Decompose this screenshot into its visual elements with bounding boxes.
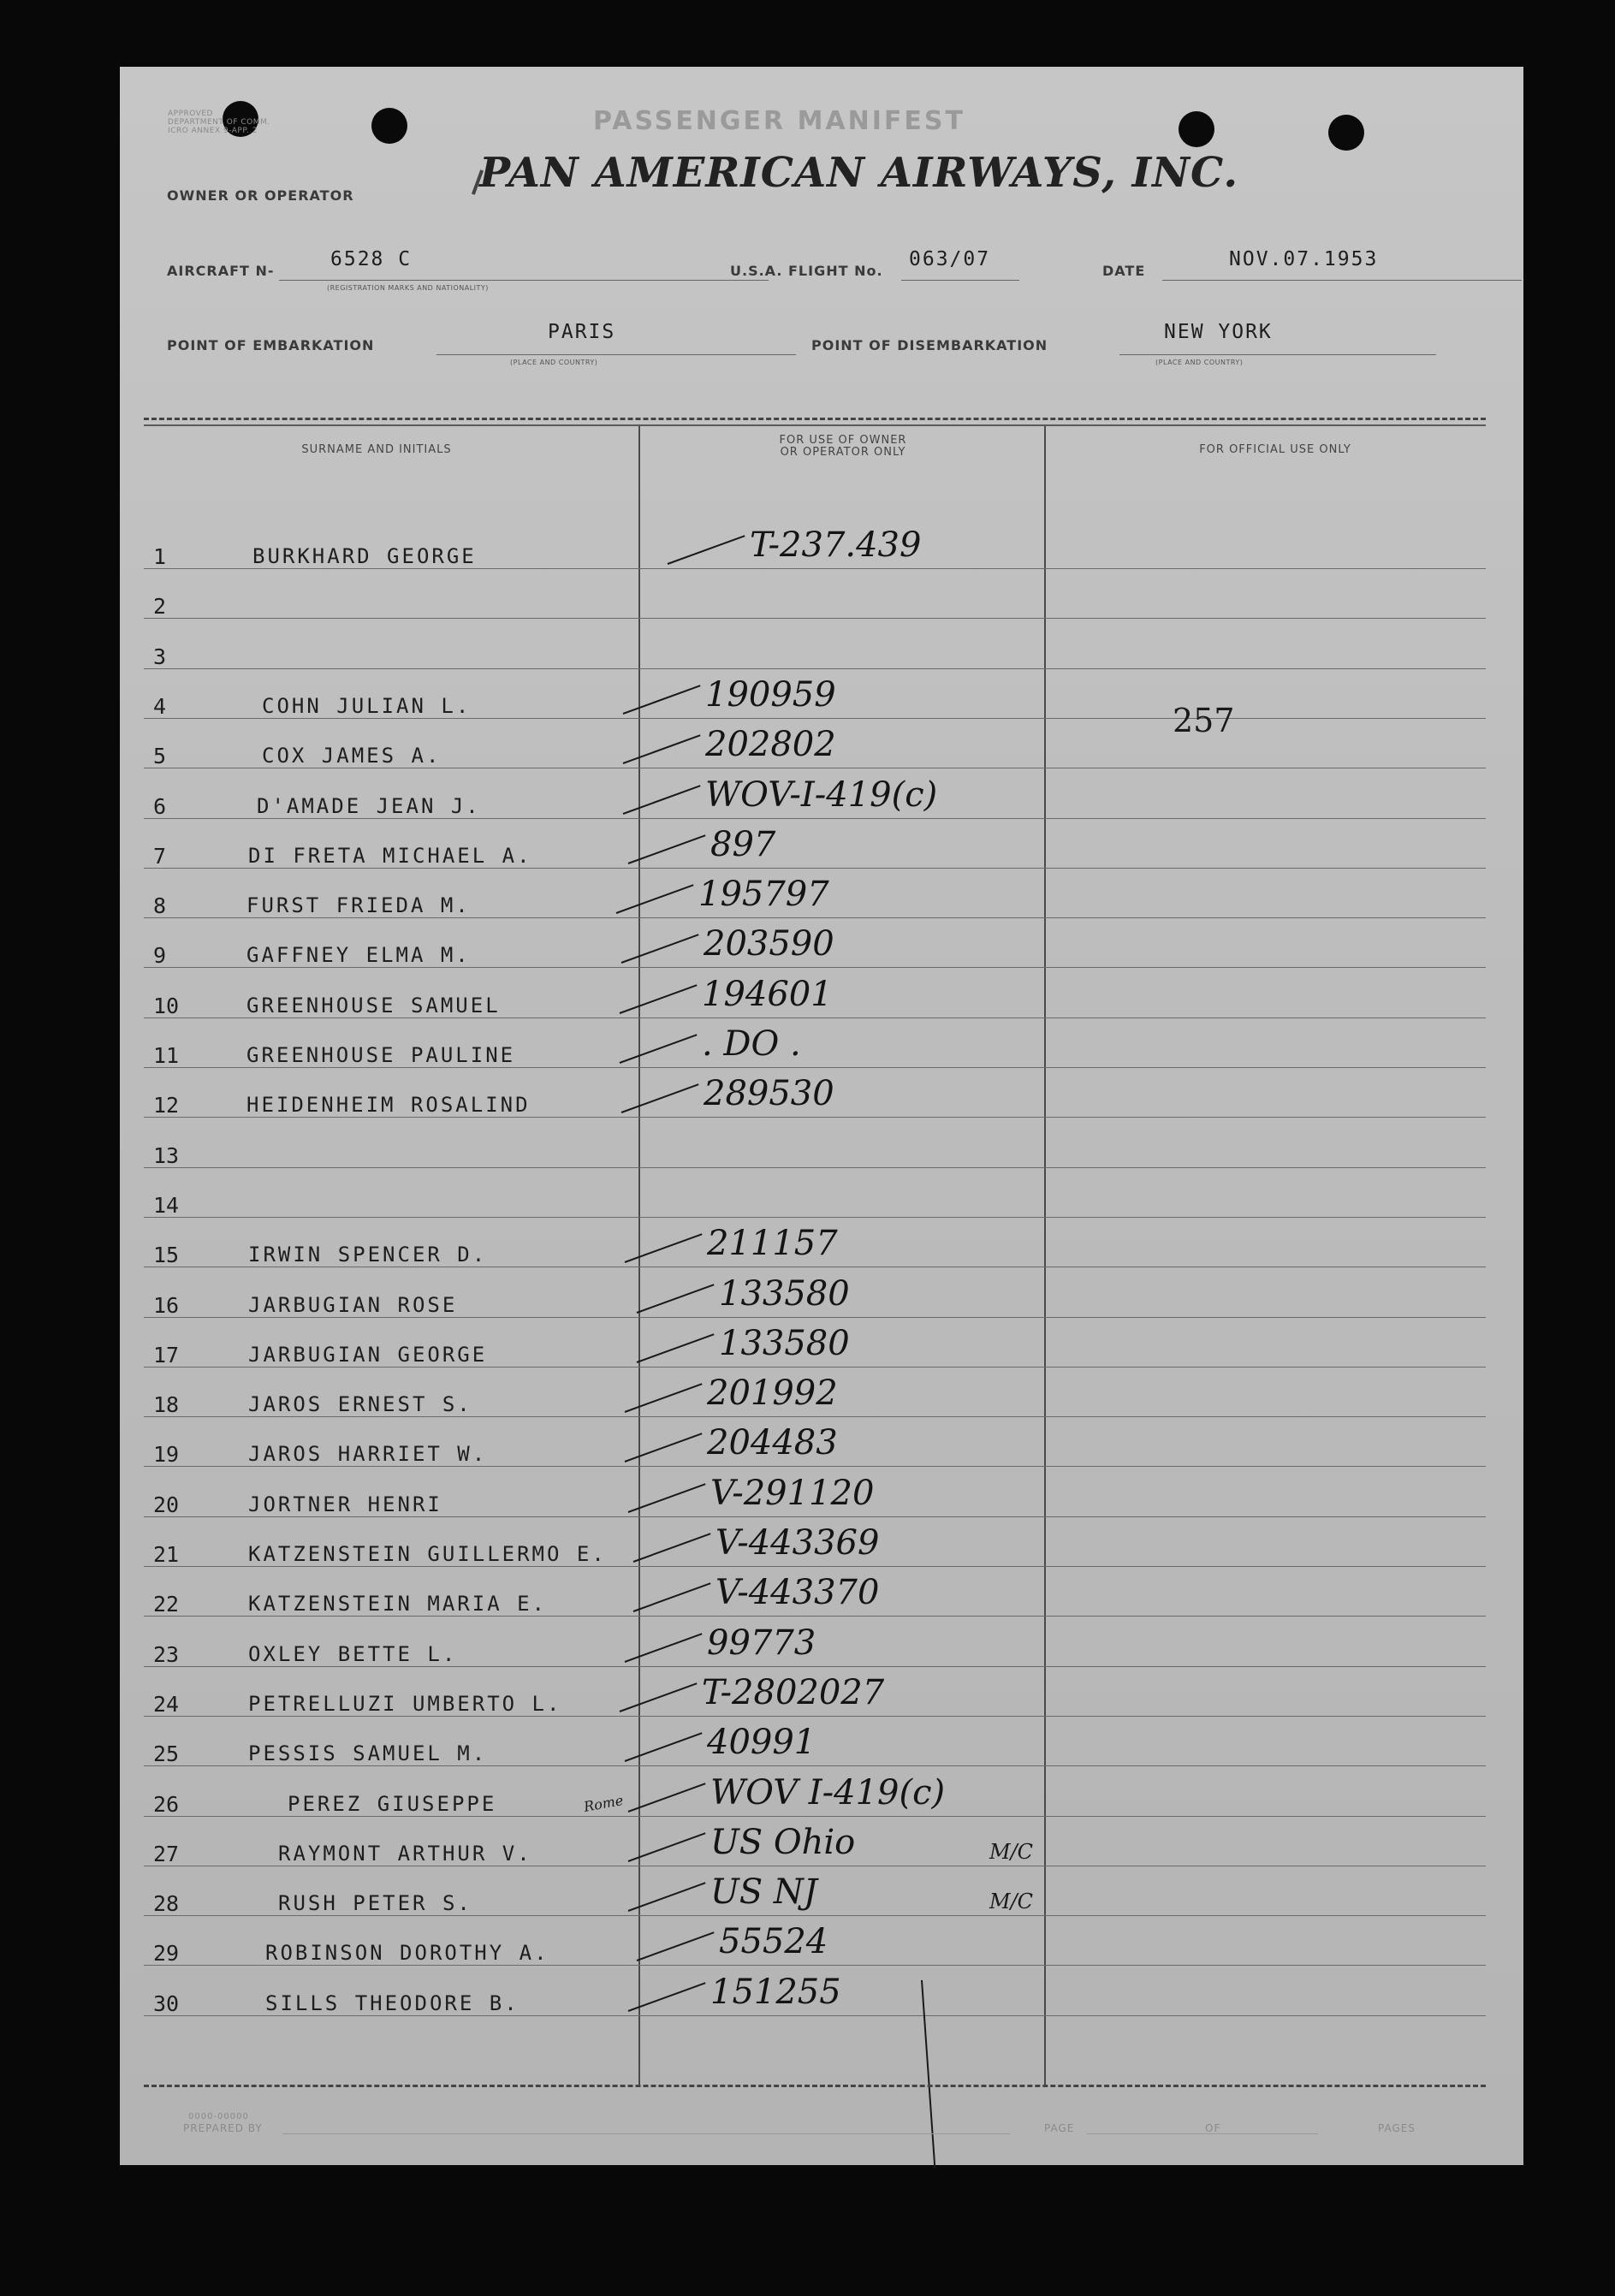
row-rule — [144, 917, 1486, 918]
aircraft-label: AIRCRAFT N- — [167, 263, 275, 279]
row-number: 30 — [153, 1990, 180, 2016]
row-number: 22 — [153, 1592, 180, 1617]
row-rule — [144, 1616, 1486, 1617]
row-number: 7 — [153, 843, 167, 869]
passenger-name: GREENHOUSE SAMUEL — [246, 993, 501, 1017]
row-number: 24 — [153, 1691, 180, 1717]
passport-number: US Ohio — [710, 1822, 856, 1862]
passport-number: 55524 — [719, 1922, 828, 1962]
official-column-divider — [1044, 426, 1046, 2085]
row-rule — [144, 1816, 1486, 1817]
passenger-name: BURKHARD GEORGE — [252, 544, 477, 568]
check-tick — [620, 984, 698, 1014]
row-rule — [144, 1765, 1486, 1766]
passport-number: WOV I-419(c) — [710, 1772, 946, 1812]
passport-number: WOV-I-419(c) — [705, 774, 938, 815]
row-number: 18 — [153, 1392, 180, 1418]
row-number: 4 — [153, 693, 167, 719]
approval-line-3: ICRO ANNEX 9-APP. 2 — [168, 127, 258, 135]
table-top-rule — [144, 418, 1486, 420]
row-number: 11 — [153, 1043, 180, 1068]
embarkation-underline — [436, 354, 796, 355]
passport-number: V-443369 — [715, 1523, 880, 1563]
row-rule — [144, 1466, 1486, 1467]
passport-number: V-443370 — [715, 1573, 880, 1613]
punch-hole-4 — [1328, 115, 1364, 151]
row-number: 2 — [153, 594, 167, 620]
passenger-name: JARBUGIAN ROSE — [248, 1292, 458, 1317]
row-rule — [144, 1217, 1486, 1218]
table-top-rule-2 — [144, 424, 1486, 426]
check-tick — [623, 685, 701, 715]
manifest-heading: PASSENGER MANIFEST — [593, 106, 965, 136]
passenger-name: PEREZ GIUSEPPE — [288, 1791, 497, 1816]
column-header-owner-use — [650, 435, 1036, 459]
passport-number: US NJ — [710, 1872, 817, 1913]
row-rule — [144, 2015, 1486, 2016]
row-rule — [144, 1367, 1486, 1368]
embarkation-value: PARIS — [548, 321, 616, 343]
check-tick — [625, 1732, 703, 1762]
row-extra-mark: M/C — [989, 1890, 1034, 1914]
row-number: 19 — [153, 1442, 180, 1468]
row-number: 6 — [153, 793, 167, 819]
official-note: 257 — [1173, 702, 1235, 739]
row-rule — [144, 668, 1486, 669]
passenger-name: RAYMONT ARTHUR V. — [278, 1841, 532, 1866]
passport-number: 151255 — [710, 1972, 841, 2012]
row-number: 21 — [153, 1542, 180, 1567]
passport-number: 202802 — [705, 725, 836, 765]
passport-number: 190959 — [705, 674, 836, 715]
row-number: 9 — [153, 943, 167, 969]
punch-hole-3 — [1179, 111, 1214, 147]
row-rule — [144, 618, 1486, 619]
manifest-sheet — [120, 67, 1523, 2165]
passport-number: 204483 — [707, 1423, 838, 1463]
row-number: 16 — [153, 1292, 180, 1318]
check-tick — [625, 1233, 703, 1263]
passport-number: . DO . — [702, 1024, 801, 1064]
passenger-name: PESSIS SAMUEL M. — [248, 1741, 488, 1766]
embarkation-label: POINT OF EMBARKATION — [167, 337, 375, 353]
passenger-name: D'AMADE JEAN J. — [257, 793, 481, 818]
passenger-name: GREENHOUSE PAULINE — [246, 1043, 516, 1067]
check-tick — [668, 535, 745, 565]
row-number: 14 — [153, 1192, 180, 1218]
pages-label: PAGES — [1378, 2122, 1416, 2134]
ink-stroke — [921, 1980, 935, 2168]
passenger-name: IRWIN SPENCER D. — [248, 1243, 488, 1267]
column-header-owner-use-line-2: OR OPERATOR ONLY — [780, 446, 906, 459]
check-tick — [625, 1633, 703, 1663]
row-rule — [144, 967, 1486, 968]
date-value: NOV.07.1953 — [1229, 248, 1379, 270]
passport-number: 40991 — [707, 1723, 816, 1763]
prepared-by-label: PREPARED BY — [183, 2122, 263, 2134]
row-rule — [144, 1067, 1486, 1068]
passenger-name: KATZENSTEIN GUILLERMO E. — [248, 1542, 607, 1566]
row-rule — [144, 1666, 1486, 1667]
passport-number: 133580 — [719, 1323, 850, 1363]
approval-stamp — [168, 110, 270, 135]
passenger-name: COX JAMES A. — [262, 744, 442, 768]
check-tick — [621, 934, 699, 964]
page-underline — [1087, 2133, 1318, 2134]
row-rule — [144, 1965, 1486, 1966]
passport-number: T-237.439 — [750, 525, 922, 565]
page-label: PAGE — [1044, 2122, 1075, 2134]
passenger-name: JORTNER HENRI — [248, 1492, 442, 1516]
row-number: 25 — [153, 1741, 180, 1767]
check-tick — [633, 1583, 711, 1613]
check-tick — [633, 1533, 711, 1563]
row-rule — [144, 1317, 1486, 1318]
passport-number: V-291120 — [710, 1473, 875, 1513]
flight-underline — [901, 280, 1019, 281]
check-tick — [625, 1383, 703, 1413]
passenger-name: DI FRETA MICHAEL A. — [248, 843, 532, 868]
passenger-name: JARBUGIAN GEORGE — [248, 1342, 488, 1367]
date-label: DATE — [1102, 263, 1146, 279]
passport-number: 203590 — [704, 924, 834, 964]
passenger-name: RUSH PETER S. — [278, 1891, 472, 1916]
company-name: PAN AMERICAN AIRWAYS, INC. — [479, 149, 1239, 197]
row-number: 5 — [153, 744, 167, 769]
form-number: 0000-00000 — [188, 2112, 249, 2121]
row-rule — [144, 1167, 1486, 1168]
check-tick — [637, 1333, 715, 1363]
aircraft-value: 6528 C — [330, 248, 413, 270]
table-bottom-rule — [144, 2085, 1486, 2087]
passport-number: 201992 — [707, 1373, 838, 1414]
row-extra-mark: M/C — [989, 1839, 1034, 1864]
check-tick — [621, 1084, 699, 1114]
passenger-name: JAROS ERNEST S. — [248, 1392, 472, 1417]
passport-number: 289530 — [704, 1074, 834, 1114]
row-number: 1 — [153, 544, 167, 569]
check-tick — [623, 734, 701, 764]
passenger-name: HEIDENHEIM ROSALIND — [246, 1093, 531, 1118]
row-number: 15 — [153, 1243, 180, 1268]
row-number: 27 — [153, 1841, 180, 1866]
row-number: 13 — [153, 1142, 180, 1168]
passport-number: 211157 — [707, 1224, 838, 1264]
flight-label: U.S.A. FLIGHT No. — [730, 263, 883, 279]
passenger-name: OXLEY BETTE L. — [248, 1641, 458, 1666]
row-number: 23 — [153, 1641, 180, 1667]
check-tick — [616, 884, 694, 914]
passenger-name: GAFFNEY ELMA M. — [246, 943, 471, 968]
embarkation-sublabel: (PLACE AND COUNTRY) — [510, 359, 598, 366]
row-number: 12 — [153, 1093, 180, 1118]
passport-number: 195797 — [698, 875, 829, 915]
passenger-name: PETRELLUZI UMBERTO L. — [248, 1691, 562, 1716]
check-tick — [620, 1682, 698, 1712]
column-header-owner-use-line-1: FOR USE OF OWNER — [779, 434, 907, 447]
check-tick — [620, 1034, 698, 1064]
disembarkation-label: POINT OF DISEMBARKATION — [811, 337, 1048, 353]
row-number: 8 — [153, 893, 167, 919]
passport-number: 897 — [710, 824, 776, 864]
row-number: 3 — [153, 644, 167, 669]
row-rule — [144, 1017, 1486, 1018]
of-label: OF — [1205, 2122, 1221, 2134]
row-rule — [144, 818, 1486, 819]
row-number: 26 — [153, 1791, 180, 1817]
row-number: 17 — [153, 1342, 180, 1368]
approval-line-2: DEPARTMENT OF COMM. — [168, 118, 270, 127]
check-tick — [625, 1433, 703, 1463]
row-number: 29 — [153, 1941, 180, 1967]
column-header-name: SURNAME AND INITIALS — [301, 443, 452, 456]
row-number: 10 — [153, 993, 180, 1018]
row-rule — [144, 1716, 1486, 1717]
aircraft-sublabel: (REGISTRATION MARKS AND NATIONALITY) — [327, 284, 489, 292]
row-rule — [144, 718, 1486, 719]
date-underline — [1162, 280, 1522, 281]
row-rule — [144, 868, 1486, 869]
row-rule — [144, 1915, 1486, 1916]
check-tick — [623, 785, 701, 815]
row-rule — [144, 1117, 1486, 1118]
disembarkation-sublabel: (PLACE AND COUNTRY) — [1155, 359, 1244, 366]
row-rule — [144, 1416, 1486, 1417]
row-rule — [144, 1566, 1486, 1567]
passenger-name: COHN JULIAN L. — [262, 693, 472, 718]
aircraft-underline — [279, 280, 769, 281]
flight-value: 063/07 — [909, 248, 991, 270]
passport-number: 133580 — [719, 1273, 850, 1314]
passenger-name: ROBINSON DOROTHY A. — [265, 1941, 549, 1966]
passenger-name: SILLS THEODORE B. — [265, 1990, 520, 2015]
check-tick — [637, 1284, 715, 1314]
column-header-official: FOR OFFICIAL USE ONLY — [1199, 443, 1351, 456]
row-26-note: Rome — [582, 1792, 625, 1815]
row-rule — [144, 1516, 1486, 1517]
row-rule — [144, 568, 1486, 569]
check-tick — [637, 1932, 715, 1962]
approval-line-1: APPROVED — [168, 110, 213, 118]
passenger-name: FURST FRIEDA M. — [246, 893, 471, 918]
passport-number: 194601 — [702, 974, 833, 1014]
disembarkation-underline — [1119, 354, 1436, 355]
passport-number: T-2802027 — [702, 1672, 885, 1712]
passenger-name: JAROS HARRIET W. — [248, 1442, 488, 1467]
owner-label: OWNER OR OPERATOR — [167, 187, 354, 204]
row-number: 20 — [153, 1492, 180, 1517]
passenger-name: KATZENSTEIN MARIA E. — [248, 1592, 547, 1617]
prepared-by-underline — [282, 2133, 1010, 2134]
disembarkation-value: NEW YORK — [1164, 321, 1273, 343]
punch-hole-2 — [371, 108, 407, 144]
row-number: 28 — [153, 1891, 180, 1917]
passport-number: 99773 — [707, 1623, 816, 1663]
